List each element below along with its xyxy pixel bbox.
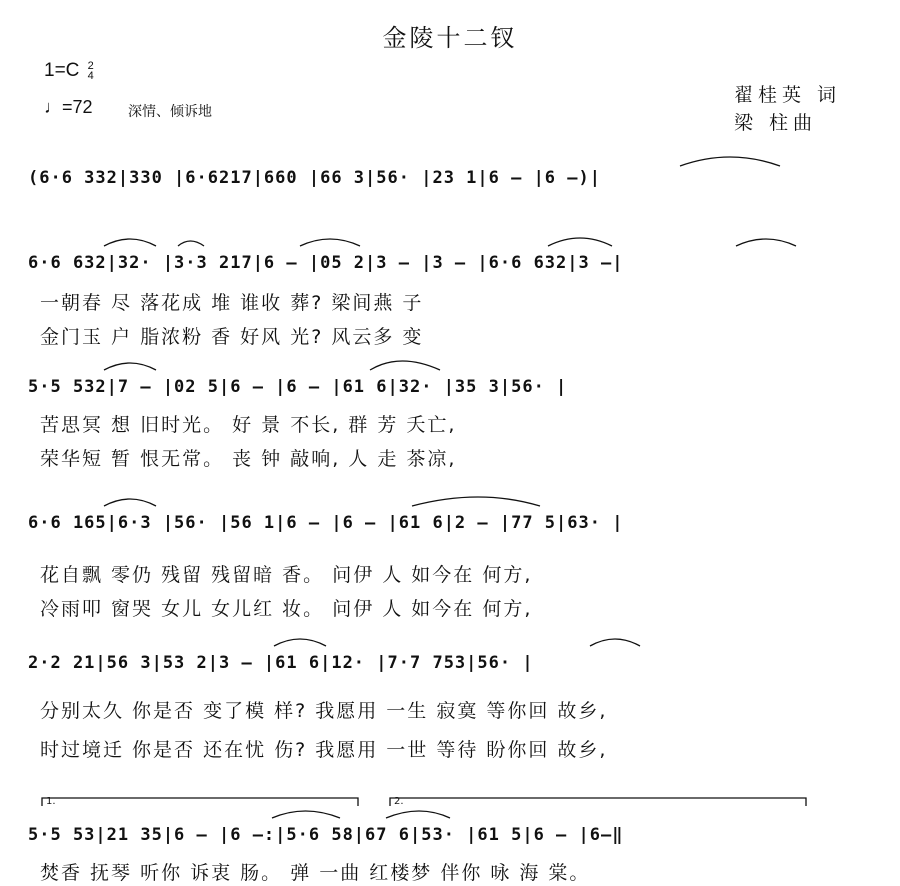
slur (178, 241, 204, 246)
time-bottom: 4 (87, 69, 94, 82)
song-title: 金陵十二钗 (382, 24, 518, 52)
slur (104, 239, 156, 246)
expression-mark: 深情、倾诉地 (128, 104, 212, 120)
time-top: 2 (87, 59, 94, 72)
slur (104, 363, 156, 370)
notation-line-2: 6·6 632|32· |3·3 217|6 – |05 2|3 – |3 – |6·6 632|3 –| (28, 253, 624, 273)
notation-line-4: 6·6 165|6·3 |56· |56 1|6 – |6 – |61 6|2 – |77 5|63· | (28, 513, 624, 533)
slur (680, 157, 780, 166)
notation-line-5: 2·2 21|56 3|53 2|3 – |61 6|12· |7·7 753|56· | (28, 653, 534, 673)
composer-credit: 梁 柱曲 (734, 112, 818, 134)
lyric-line-3b: 荣华短 暂 恨无常。 丧 钟 敲响, 人 走 茶凉, (40, 448, 457, 470)
lyricist-credit: 翟桂英 词 (734, 84, 842, 106)
slur (104, 499, 156, 506)
lyric-line-4b: 冷雨叩 窗哭 女儿 女儿红 妆。 问伊 人 如今在 何方, (40, 598, 533, 620)
slur (736, 239, 796, 246)
lyric-line-2b: 金门玉 户 脂浓粉 香 好风 光? 风云多 变 (40, 326, 424, 348)
lyric-line-5a: 分别太久 你是否 变了模 样? 我愿用 一生 寂寞 等你回 故乡, (40, 700, 608, 722)
slur (370, 361, 440, 370)
lyric-line-4a: 花自飘 零仍 残留 残留暗 香。 问伊 人 如今在 何方, (40, 564, 533, 586)
slur (274, 639, 326, 646)
slur (548, 238, 612, 246)
slur (412, 497, 540, 506)
lyric-line-3a: 苦思冥 想 旧时光。 好 景 不长, 群 芳 夭亡, (40, 414, 457, 436)
volta-1-bracket (42, 798, 358, 806)
slur (386, 811, 450, 818)
notation-line-6: 5·5 53|21 35|6 – |6 –:|5·6 58|67 6|53· |61 5|6 – |6–‖ (28, 825, 624, 845)
slur (300, 239, 360, 246)
tempo-mark: ♩=72 (44, 97, 93, 117)
key-label: 1=C (44, 60, 80, 81)
volta-1-label: 1. (46, 796, 56, 807)
lyric-line-5b: 时过境迁 你是否 还在忧 伤? 我愿用 一世 等待 盼你回 故乡, (40, 739, 608, 761)
volta-2-bracket (390, 798, 806, 806)
volta-2-label: 2. (394, 796, 404, 807)
lyric-line-2a: 一朝春 尽 落花成 堆 谁收 葬? 梁间燕 子 (40, 292, 424, 314)
notation-line-1: (6·6 332|330 |6·6217|660 |66 3|56· |23 1|6 – |6 –)| (28, 168, 601, 188)
slur (272, 811, 340, 818)
slur (590, 639, 640, 646)
notation-line-3: 5·5 532|7 – |02 5|6 – |6 – |61 6|32· |35 3|56· | (28, 377, 568, 397)
lyric-line-6: 焚香 抚琴 听你 诉衷 肠。 弹 一曲 红楼梦 伴你 咏 海 棠。 (40, 862, 591, 884)
